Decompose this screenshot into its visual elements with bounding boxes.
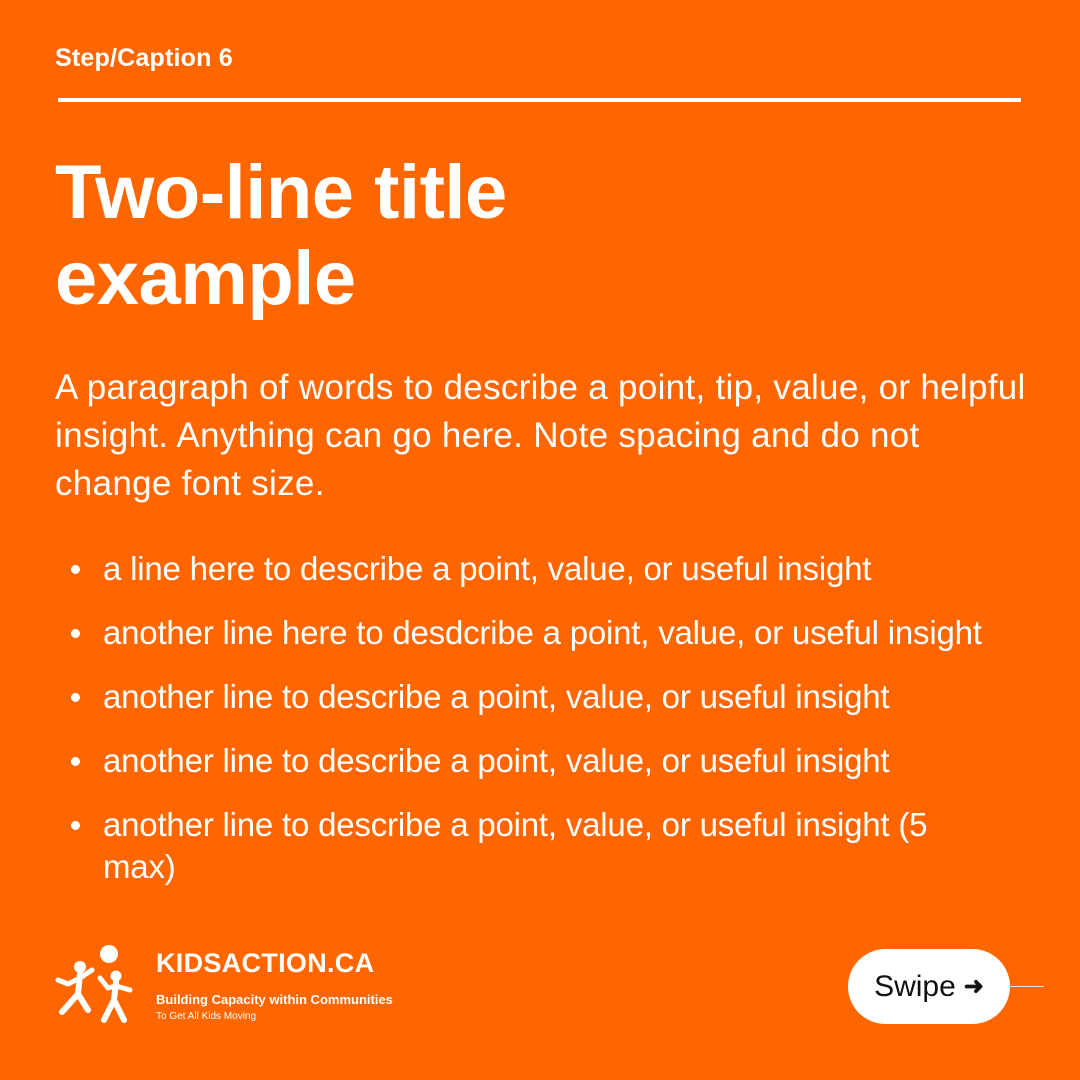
step-caption-label: Step/Caption 6 [55,44,233,72]
list-item-text: another line here to desdcribe a point, value, or useful insight [103,614,982,651]
list-item [55,676,1045,718]
swipe-button[interactable] [848,949,1010,1024]
header-divider [58,98,1021,102]
title-line-1: Two-line title [55,150,507,235]
swipe-line-decoration [1010,986,1044,987]
swipe-label: Swipe [874,969,956,1003]
arrow-right-icon: ➜ [963,973,984,1000]
brand-subtagline: To Get All Kids Moving [156,1011,257,1022]
list-item [55,548,1045,590]
brand-name: KIDSACTION.CA [156,948,375,978]
list-item [55,612,1045,654]
bullet-dot-icon [71,693,80,702]
title-line-2: example [55,236,356,321]
page-title [55,150,855,322]
bullet-list [55,548,1045,910]
bullet-dot-icon [71,565,80,574]
bullet-dot-icon [71,629,80,638]
kids-jumping-icon [52,944,134,1026]
list-item-text: another line to describe a point, value, or useful insight [103,678,890,715]
list-item-text: a line here to describe a point, value, or useful insight [103,550,872,587]
body-paragraph: A paragraph of words to describe a point, tip, value, or helpful insight. Anything can go here. Note spacing and do not change font size. [55,368,1026,503]
brand-tagline: Building Capacity within Communities [156,992,393,1007]
list-item [55,740,1045,782]
list-item-text: another line to describe a point, value, or useful insight [103,742,890,779]
list-item [55,804,1045,888]
list-item-text: another line to describe a point, value, or useful insight (5 max) [103,806,928,885]
bullet-dot-icon [71,821,80,830]
bullet-dot-icon [71,757,80,766]
